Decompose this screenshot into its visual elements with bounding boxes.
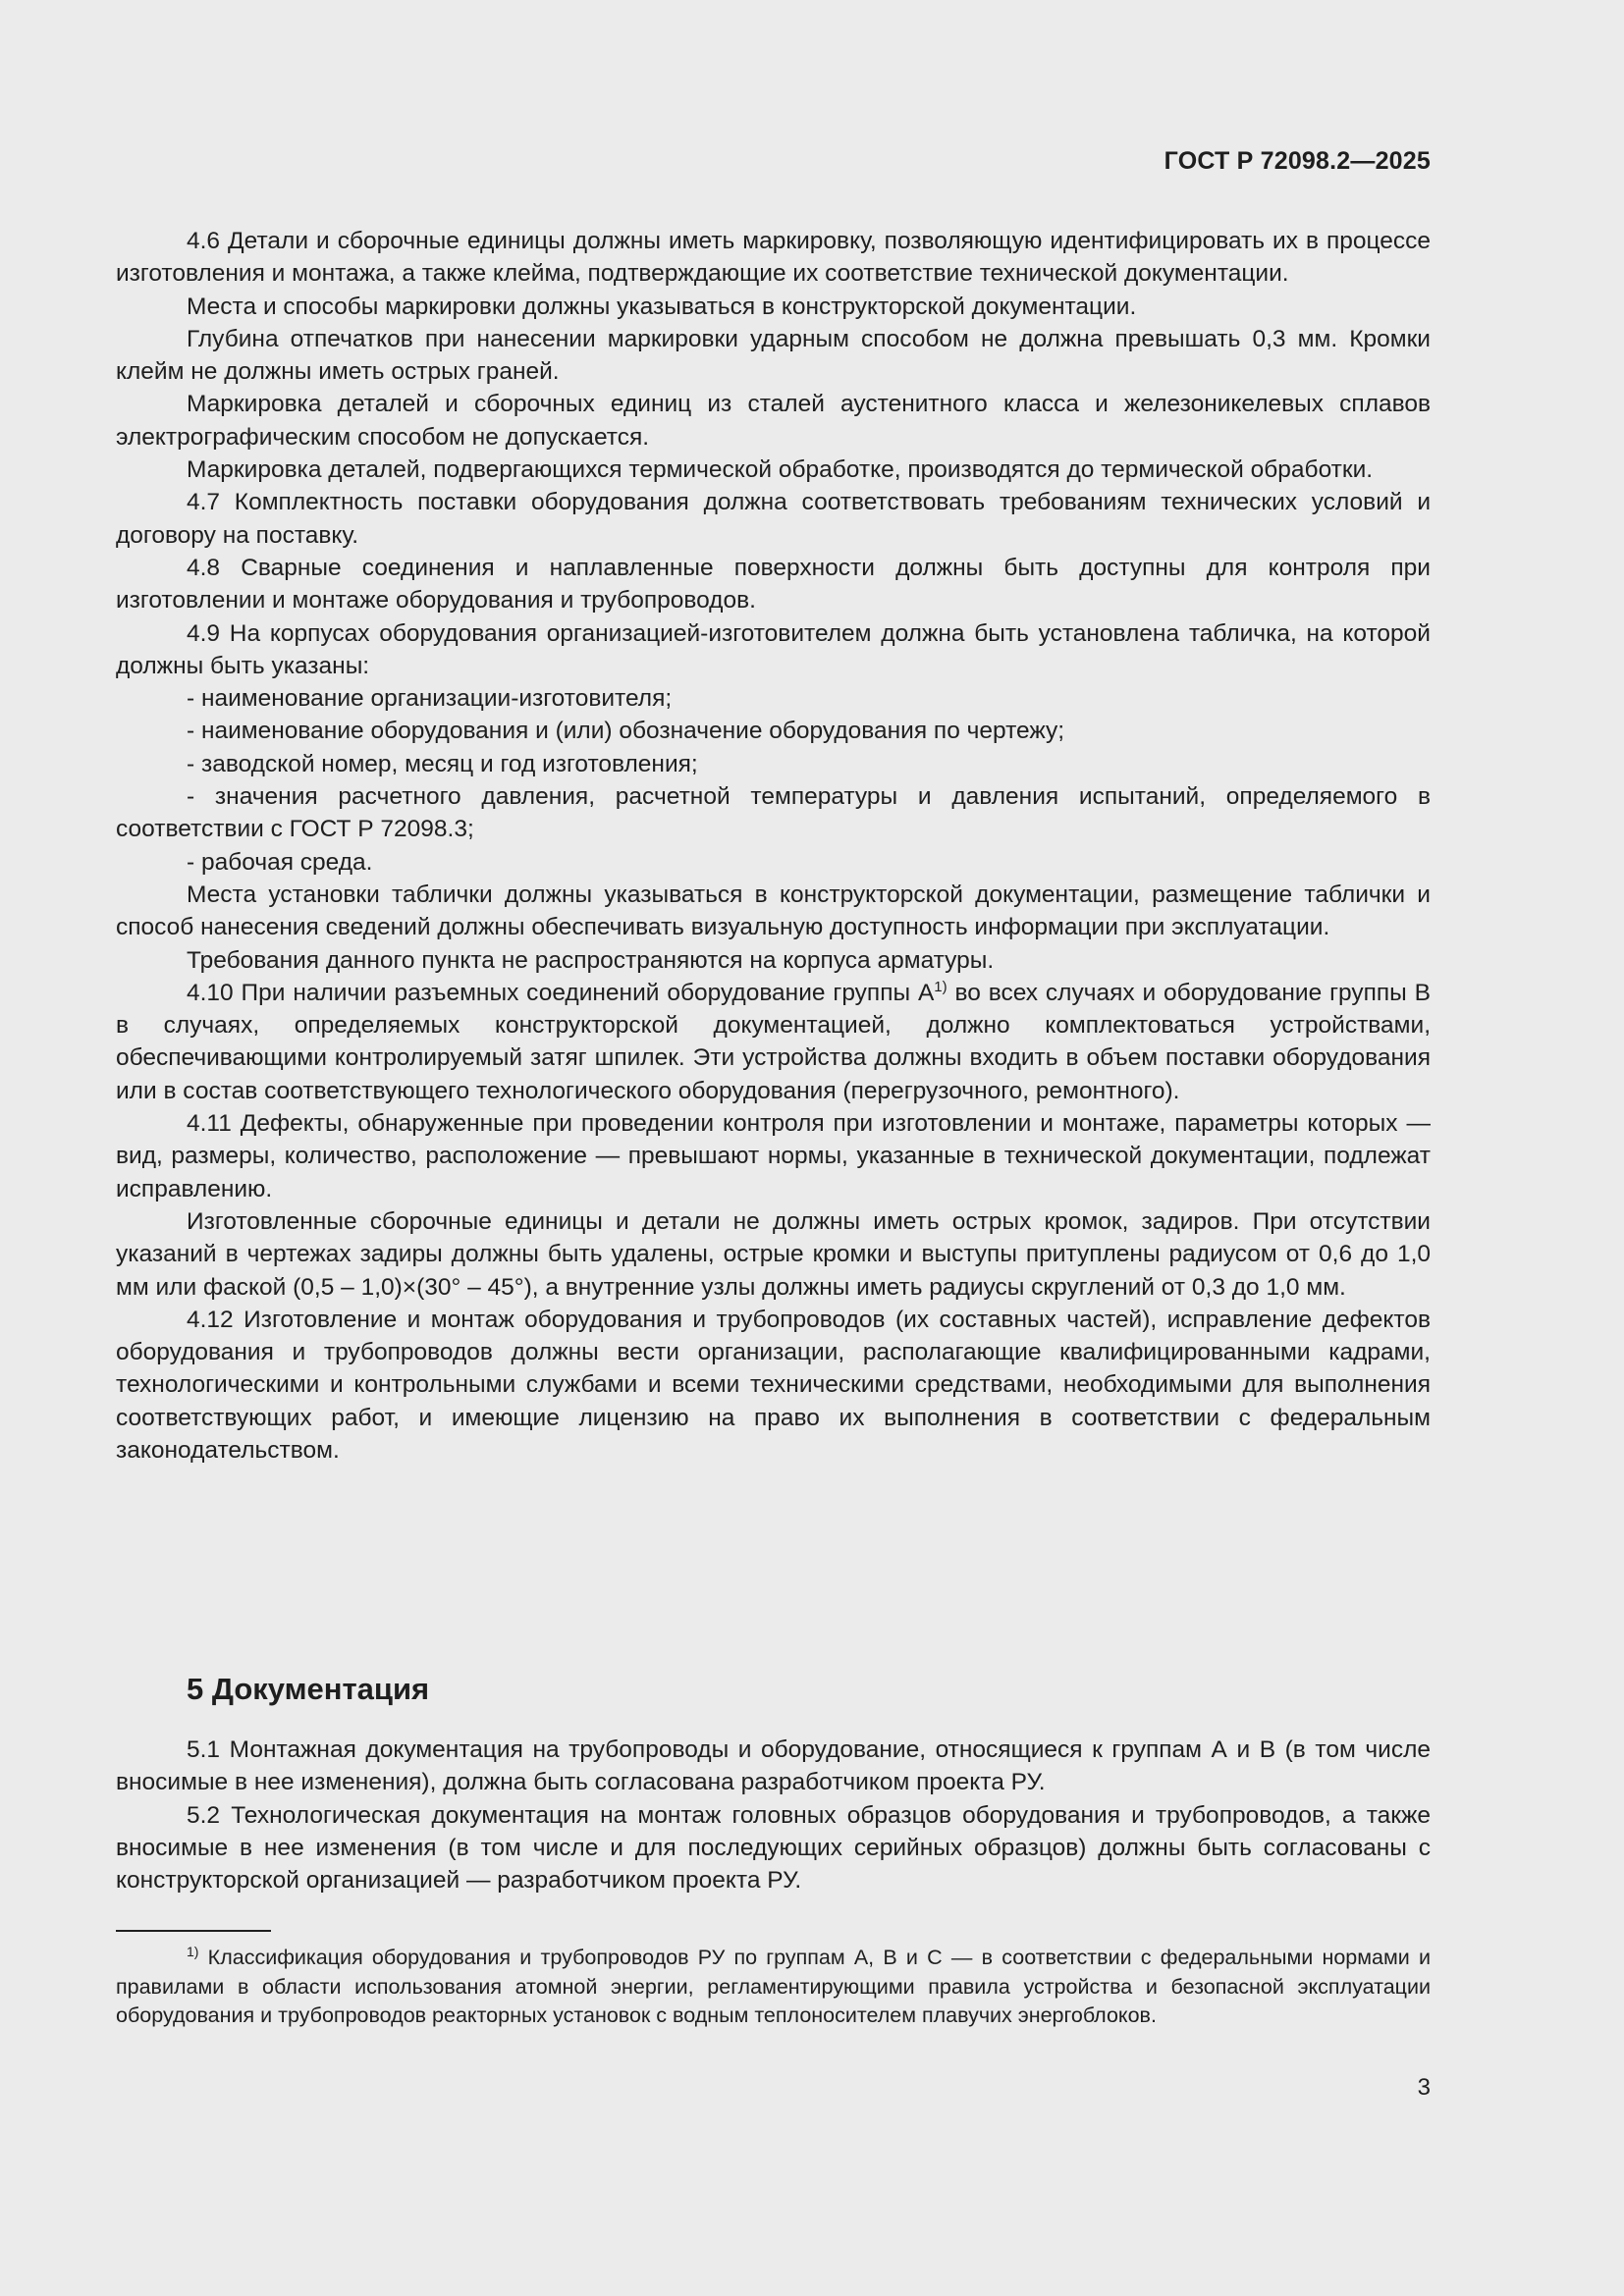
footnote-marker: 1) xyxy=(187,1944,199,1959)
paragraph-valve-exception: Требования данного пункта не распространяются на корпуса арматуры. xyxy=(187,946,995,974)
paragraph-marking-places: Места и способы маркировки должны указываться в конструкторской документации. xyxy=(187,293,1137,320)
list-item: - заводской номер, месяц и год изготовления; xyxy=(187,750,698,777)
paragraph-austenitic-marking: Маркировка деталей и сборочных единиц из сталей аустенитного класса и железоникелевых сплавов электрографическим способом не допускается. xyxy=(116,391,1431,451)
paragraph-imprint-depth: Глубина отпечатков при нанесении маркировки ударным способом не должна превышать 0,3 мм. Кромки клейм не должны иметь острых граней. xyxy=(116,325,1431,386)
footnote-text: Классификация оборудования и трубопроводов РУ по группам А, В и С — в соответствии с федеральными нормами и правилами в области использования атомной энергии, регламентирующими правила устройства и безопасной эксплуатации оборудования и трубопроводов реакторных установок с водным теплоносителем плавучих энергоблоков. xyxy=(116,1946,1431,2027)
paragraph-4-9: 4.9 На корпусах оборудования организацией-изготовителем должна быть установлена табличка, на которой должны быть указаны: xyxy=(116,619,1431,679)
paragraph-4-7: 4.7 Комплектность поставки оборудования должна соответствовать требованиям технических условий и договору на поставку. xyxy=(116,489,1431,549)
document-number-header: ГОСТ Р 72098.2—2025 xyxy=(1164,147,1431,175)
list-item: - наименование оборудования и (или) обозначение оборудования по чертежу; xyxy=(187,718,1065,745)
list-item: - рабочая среда. xyxy=(187,848,373,876)
paragraph-4-12: 4.12 Изготовление и монтаж оборудования и трубопроводов (их составных частей), исправление дефектов оборудования и трубопроводов должны вести организации, располагающие квалифицированными кадрами, технологическими и контрольными службами и всеми техническими средствами, необходимыми для выполнения соответствующих работ, и имеющие лицензию на право их выполнения в соответствии с федеральным законодательством. xyxy=(116,1306,1431,1464)
paragraph-5-2: 5.2 Технологическая документация на монтаж головных образцов оборудования и трубопроводов, а также вносимые в нее изменения (в том числе и для последующих серийных образцов) должны быть согласованы с конструкторской организацией — разработчиком проекта РУ. xyxy=(116,1801,1431,1895)
paragraph-4-10-rest: во всех случаях и оборудование группы В в случаях, определяемых конструкторской документацией, должно комплектоваться устройствами, обеспечивающими контролируемый затяг шпилек. Эти устройства должны входить в объем поставки оборудования или в состав соответствующего технологического оборудования (перегрузочного, ремонтного). xyxy=(116,979,1431,1104)
paragraph-plate-placement: Места установки таблички должны указываться в конструкторской документации, размещение таблички и способ нанесения сведений должны обеспечивать визуальную доступность информации при эксплуатации. xyxy=(116,881,1431,941)
list-item: - значения расчетного давления, расчетной температуры и давления испытаний, определяемого в соответствии с ГОСТ Р 72098.3; xyxy=(116,783,1431,843)
paragraph-4-11: 4.11 Дефекты, обнаруженные при проведении контроля при изготовлении и монтаже, параметры которых — вид, размеры, количество, расположение — превышают нормы, указанные в технической документации, подлежат исправлению. xyxy=(116,1110,1431,1202)
section-heading: 5 Документация xyxy=(187,1672,430,1706)
paragraph-sharp-edges: Изготовленные сборочные единицы и детали не должны иметь острых кромок, задиров. При отсутствии указаний в чертежах задиры должны быть удалены, острые кромки и выступы притуплены радиусом от 0,6 до 1,0 мм или фаской (0,5 – 1,0)×(30° – 45°), а внутренние узлы должны иметь радиусы скруглений от 0,3 до 1,0 мм. xyxy=(116,1207,1431,1301)
footnote-reference[interactable]: 1) xyxy=(934,978,947,995)
section-5-body xyxy=(116,1734,1431,1896)
paragraph-4-6: 4.6 Детали и сборочные единицы должны иметь маркировку, позволяющую идентифицировать их в процессе изготовления и монтажа, а также клейма, подтверждающие их соответствие технической документации. xyxy=(116,228,1431,288)
paragraph-heat-treatment-marking: Маркировка деталей, подвергающихся термической обработке, производятся до термической обработки. xyxy=(187,456,1374,484)
paragraph-4-10 xyxy=(116,977,1431,1107)
paragraph-4-10-start: 4.10 При наличии разъемных соединений оборудование группы А xyxy=(187,979,935,1006)
footnote xyxy=(116,1944,1431,2031)
list-item: - наименование организации-изготовителя; xyxy=(187,685,673,713)
paragraph-4-8: 4.8 Сварные соединения и наплавленные поверхности должны быть доступны для контроля при изготовлении и монтаже оборудования и трубопроводов. xyxy=(116,554,1431,614)
footnote-divider xyxy=(116,1930,271,1932)
main-text-body xyxy=(116,225,1431,1467)
page-number: 3 xyxy=(1417,2074,1431,2101)
paragraph-5-1: 5.1 Монтажная документация на трубопроводы и оборудование, относящиеся к группам А и В (в том числе вносимые в нее изменения), должна быть согласована разработчиком проекта РУ. xyxy=(116,1736,1431,1796)
